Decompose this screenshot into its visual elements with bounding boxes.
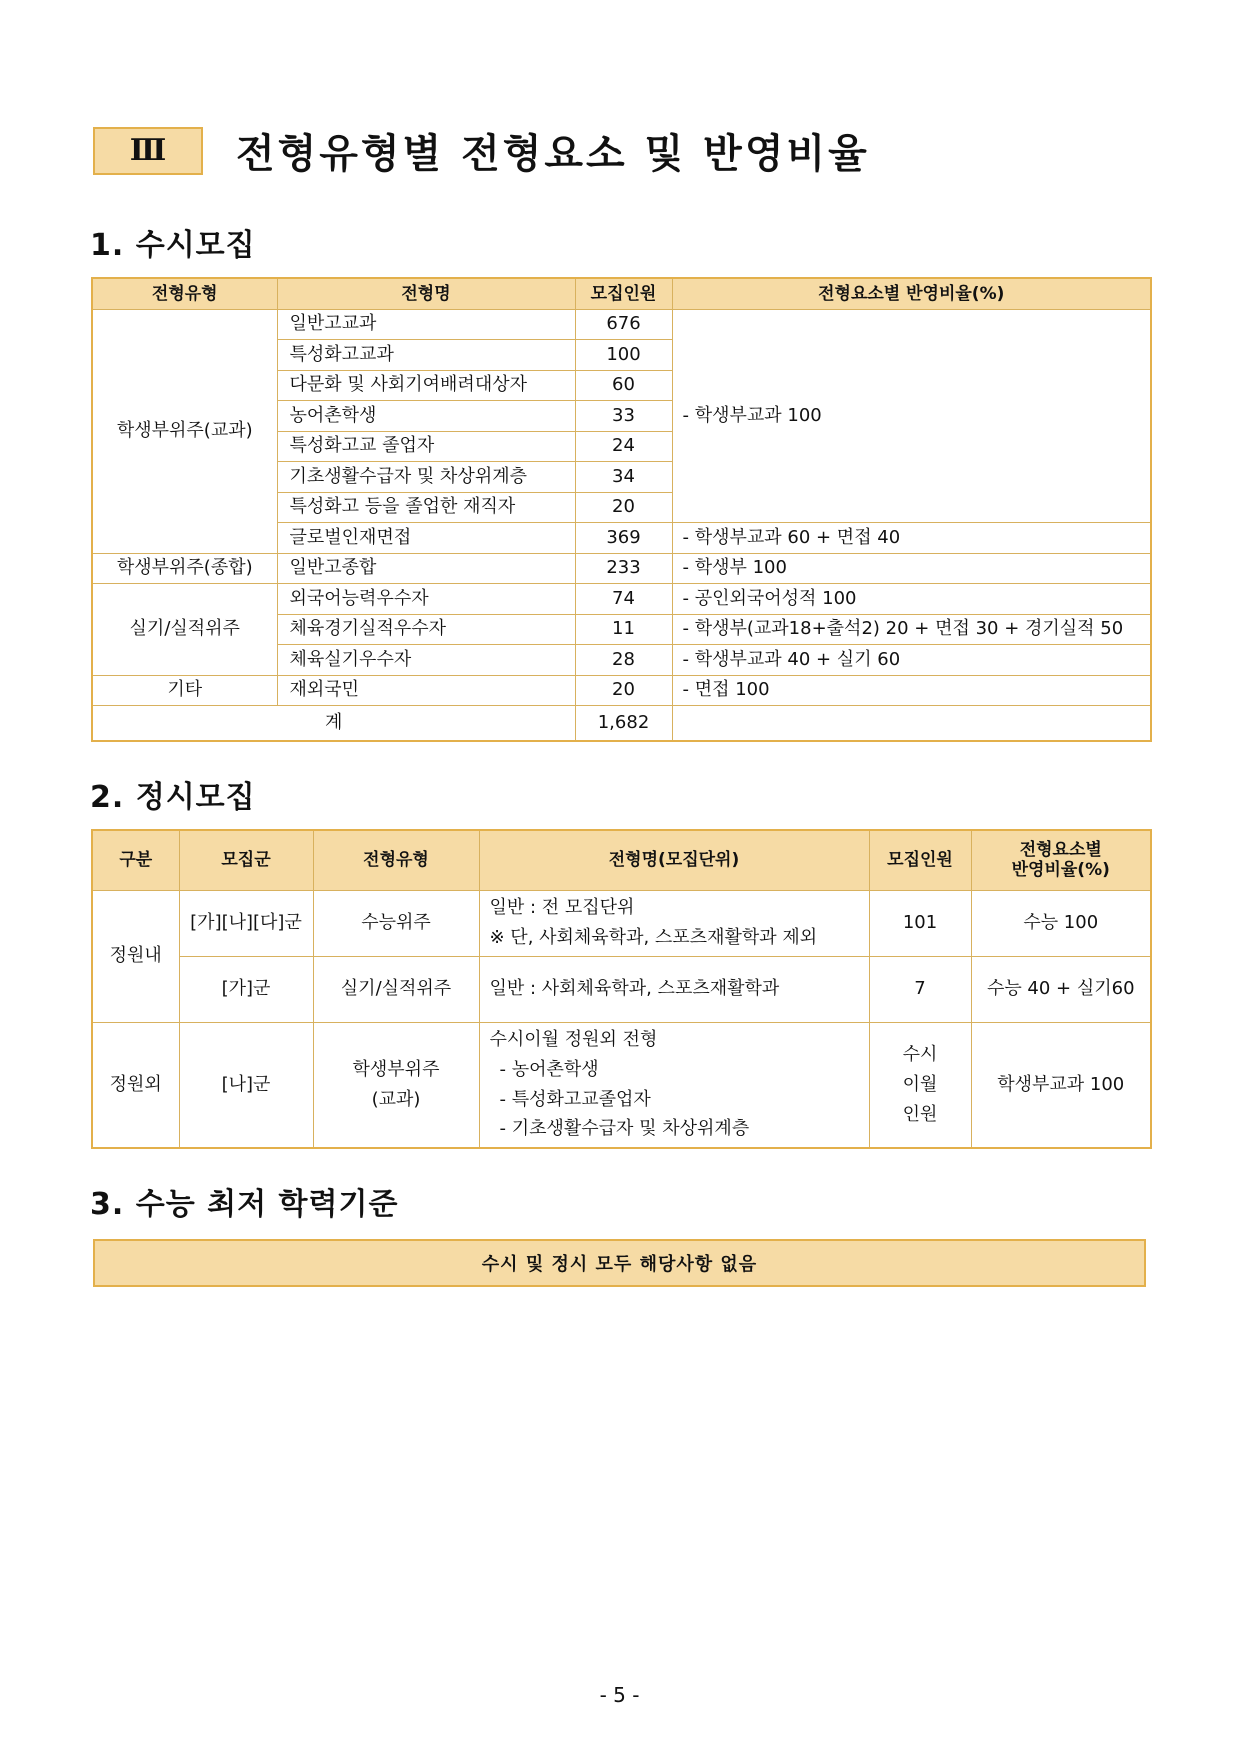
type-line: 학생부위주 <box>352 1059 440 1081</box>
section2-title: 2. 정시모집 <box>90 780 256 815</box>
ratio-cell: - 면접 100 <box>672 675 1151 706</box>
chapter-badge: Ⅲ <box>93 127 203 175</box>
count-cell: 11 <box>575 614 672 645</box>
count-cell: 7 <box>869 956 971 1022</box>
table-row <box>92 956 1151 1022</box>
count-cell: 28 <box>575 645 672 676</box>
section3-title: 3. 수능 최저 학력기준 <box>90 1187 399 1222</box>
count-cell: 24 <box>575 431 672 462</box>
header-cell: 전형유형 <box>313 830 479 890</box>
type-cell: 실기/실적위주 <box>313 956 479 1022</box>
susi-table <box>91 277 1152 742</box>
name-cell: 글로벌인재면접 <box>277 523 575 554</box>
total-label: 계 <box>92 706 575 741</box>
count-cell <box>869 1022 971 1148</box>
count-cell: 20 <box>575 492 672 523</box>
ratio-cell: 수능 40 + 실기60 <box>971 956 1151 1022</box>
section1-title: 1. 수시모집 <box>90 228 256 263</box>
name-line: ※ 단, 사회체육학과, 스포츠재활학과 제외 <box>489 927 818 948</box>
table-row <box>92 309 1151 340</box>
header-cell: 모집인원 <box>575 278 672 309</box>
table-header-row <box>92 278 1151 309</box>
ratio-cell: 수능 100 <box>971 890 1151 956</box>
name-cell: 외국어능력우수자 <box>277 584 575 615</box>
name-cell: 재외국민 <box>277 675 575 706</box>
group-cell: [나]군 <box>179 1022 313 1148</box>
name-cell: 체육경기실적우수자 <box>277 614 575 645</box>
count-cell: 20 <box>575 675 672 706</box>
name-line: - 농어촌학생 <box>499 1059 599 1081</box>
category-cell: 정원내 <box>92 890 179 1022</box>
count-line: 이월 <box>902 1073 938 1095</box>
name-cell: 특성화고 등을 졸업한 재직자 <box>277 492 575 523</box>
table-row <box>92 553 1151 584</box>
type-cell: 학생부위주(교과) <box>92 309 277 553</box>
count-cell: 34 <box>575 462 672 493</box>
group-cell: [가]군 <box>179 956 313 1022</box>
count-cell: 233 <box>575 553 672 584</box>
type-cell <box>313 1022 479 1148</box>
table-header-row <box>92 830 1151 890</box>
total-row <box>92 706 1151 741</box>
name-cell: 일반고교과 <box>277 309 575 340</box>
name-cell: 특성화고교 졸업자 <box>277 431 575 462</box>
total-count: 1,682 <box>575 706 672 741</box>
category-cell: 정원외 <box>92 1022 179 1148</box>
count-line: 인원 <box>902 1103 938 1125</box>
count-cell: 33 <box>575 401 672 432</box>
name-cell: 특성화고교과 <box>277 340 575 371</box>
ratio-cell: - 학생부교과 40 + 실기 60 <box>672 645 1151 676</box>
header-cell: 구분 <box>92 830 179 890</box>
ratio-cell: - 학생부(교과18+출석2) 20 + 면접 30 + 경기실적 50 <box>672 614 1151 645</box>
header-line: 전형요소별 <box>1019 839 1102 860</box>
page-number: - 5 - <box>599 1683 640 1707</box>
type-cell: 기타 <box>92 675 277 706</box>
count-cell: 369 <box>575 523 672 554</box>
type-cell: 수능위주 <box>313 890 479 956</box>
name-cell: 일반고종합 <box>277 553 575 584</box>
type-line: (교과) <box>371 1088 421 1110</box>
name-line: 일반 : 전 모집단위 <box>489 897 635 919</box>
ratio-cell: - 학생부 100 <box>672 553 1151 584</box>
name-cell: 농어촌학생 <box>277 401 575 432</box>
name-cell: 기초생활수급자 및 차상위계층 <box>277 462 575 493</box>
name-cell <box>479 1022 869 1148</box>
count-cell: 74 <box>575 584 672 615</box>
ratio-cell: - 학생부교과 100 <box>672 309 1151 523</box>
name-cell: 체육실기우수자 <box>277 645 575 676</box>
count-cell: 60 <box>575 370 672 401</box>
count-cell: 101 <box>869 890 971 956</box>
count-cell: 676 <box>575 309 672 340</box>
header-cell: 모집군 <box>179 830 313 890</box>
count-cell: 100 <box>575 340 672 371</box>
name-line: - 기초생활수급자 및 차상위계층 <box>499 1118 750 1140</box>
jeongsi-table <box>91 829 1152 1149</box>
table-row <box>92 1022 1151 1148</box>
name-line: - 특성화고교졸업자 <box>499 1088 651 1110</box>
table-row <box>92 584 1151 615</box>
header-cell: 모집인원 <box>869 830 971 890</box>
chapter-heading <box>93 122 870 179</box>
header-line: 반영비율(%) <box>1011 860 1110 881</box>
total-ratio-empty <box>672 706 1151 741</box>
count-line: 수시 <box>902 1044 938 1066</box>
ratio-cell: - 학생부교과 60 + 면접 40 <box>672 523 1151 554</box>
header-cell: 전형명 <box>277 278 575 309</box>
ratio-cell: - 공인외국어성적 100 <box>672 584 1151 615</box>
header-cell: 전형명(모집단위) <box>479 830 869 890</box>
table-row <box>92 890 1151 956</box>
group-cell: [가][나][다]군 <box>179 890 313 956</box>
name-cell: 다문화 및 사회기여배려대상자 <box>277 370 575 401</box>
type-cell: 실기/실적위주 <box>92 584 277 676</box>
header-cell: 전형요소별 반영비율(%) <box>672 278 1151 309</box>
header-cell <box>971 830 1151 890</box>
notice-box: 수시 및 정시 모두 해당사항 없음 <box>93 1239 1146 1287</box>
name-line: 수시이월 정원외 전형 <box>489 1029 658 1051</box>
type-cell: 학생부위주(종합) <box>92 553 277 584</box>
ratio-cell: 학생부교과 100 <box>971 1022 1151 1148</box>
chapter-title: 전형유형별 전형요소 및 반영비율 <box>236 131 870 177</box>
name-line: 일반 : 사회체육학과, 스포츠재활학과 <box>489 978 780 1000</box>
table-row <box>92 675 1151 706</box>
name-cell <box>479 956 869 1022</box>
name-cell <box>479 890 869 956</box>
header-cell: 전형유형 <box>92 278 277 309</box>
